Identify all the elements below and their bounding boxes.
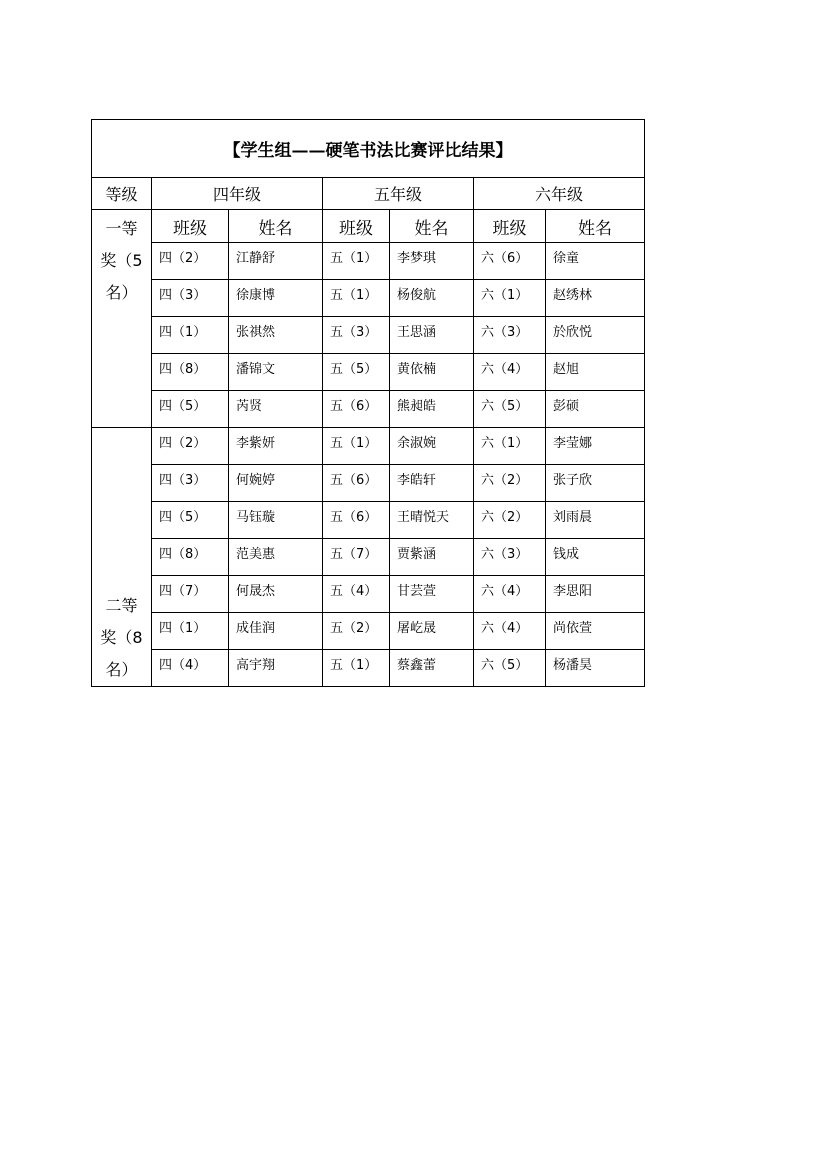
table-row [92, 465, 645, 502]
level-text: 一等 [105, 219, 138, 238]
class-cell: 四（4） [152, 650, 229, 687]
student-name-cell: 李思阳 [546, 576, 645, 613]
class-cell: 四（3） [152, 280, 229, 317]
student-name-cell: 李梦琪 [390, 243, 474, 280]
class-cell: 四（3） [152, 465, 229, 502]
student-name-cell: 李莹娜 [546, 428, 645, 465]
student-name-cell: 王晴悦天 [390, 502, 474, 539]
table-title: 【学生组——硬笔书法比赛评比结果】 [92, 120, 645, 178]
table-row [92, 243, 645, 280]
student-name-cell: 马钰璇 [229, 502, 323, 539]
student-name-cell: 余淑婉 [390, 428, 474, 465]
class-cell: 四（2） [152, 243, 229, 280]
class-cell: 五（6） [323, 465, 390, 502]
class-cell: 四（8） [152, 354, 229, 391]
class-cell: 六（1） [474, 280, 546, 317]
table-row [92, 428, 645, 465]
class-cell: 四（1） [152, 613, 229, 650]
results-table [91, 119, 645, 687]
table-row [92, 613, 645, 650]
student-name-cell: 成佳润 [229, 613, 323, 650]
table-row [92, 502, 645, 539]
student-name-cell: 刘雨晨 [546, 502, 645, 539]
class-cell: 六（3） [474, 539, 546, 576]
class-cell: 五（2） [323, 613, 390, 650]
table-row [92, 539, 645, 576]
student-name-cell: 江静舒 [229, 243, 323, 280]
grade-6-header: 六年级 [474, 178, 645, 210]
student-name-cell: 徐童 [546, 243, 645, 280]
table-row [92, 317, 645, 354]
class-cell: 四（1） [152, 317, 229, 354]
class-cell: 五（5） [323, 354, 390, 391]
level-text: 奖（8 [100, 628, 143, 647]
class-cell: 四（7） [152, 576, 229, 613]
class-cell: 五（6） [323, 391, 390, 428]
column-header-row [92, 210, 645, 243]
student-name-cell: 杨俊航 [390, 280, 474, 317]
class-column-header: 班级 [323, 210, 390, 243]
level-text: 名） [105, 660, 138, 679]
student-name-cell: 王思涵 [390, 317, 474, 354]
student-name-cell: 黄依楠 [390, 354, 474, 391]
table-row [92, 280, 645, 317]
class-column-header: 班级 [474, 210, 546, 243]
grade-5-header: 五年级 [323, 178, 474, 210]
grade-header-row [92, 178, 645, 210]
student-name-cell: 张子欣 [546, 465, 645, 502]
level-header: 等级 [92, 178, 152, 210]
class-cell: 六（1） [474, 428, 546, 465]
name-column-header: 姓名 [229, 210, 323, 243]
student-name-cell: 何婉婷 [229, 465, 323, 502]
level-second-prize [92, 428, 152, 687]
table-row [92, 354, 645, 391]
level-text: 名） [105, 283, 138, 302]
student-name-cell: 贾紫涵 [390, 539, 474, 576]
student-name-cell: 熊昶皓 [390, 391, 474, 428]
class-cell: 六（4） [474, 613, 546, 650]
level-text: 奖（5 [100, 251, 143, 270]
student-name-cell: 彭硕 [546, 391, 645, 428]
class-cell: 六（5） [474, 391, 546, 428]
class-cell: 五（1） [323, 280, 390, 317]
student-name-cell: 杨潘昊 [546, 650, 645, 687]
class-cell: 五（1） [323, 428, 390, 465]
student-name-cell: 蔡鑫蕾 [390, 650, 474, 687]
class-cell: 六（4） [474, 576, 546, 613]
student-name-cell: 甘芸萱 [390, 576, 474, 613]
class-cell: 五（6） [323, 502, 390, 539]
class-cell: 四（5） [152, 391, 229, 428]
class-cell: 六（6） [474, 243, 546, 280]
class-column-header: 班级 [152, 210, 229, 243]
student-name-cell: 於欣悦 [546, 317, 645, 354]
level-text: 二等 [105, 596, 138, 615]
name-column-header: 姓名 [546, 210, 645, 243]
student-name-cell: 屠屹晟 [390, 613, 474, 650]
class-cell: 六（3） [474, 317, 546, 354]
class-cell: 五（7） [323, 539, 390, 576]
grade-4-header: 四年级 [152, 178, 323, 210]
class-cell: 六（2） [474, 465, 546, 502]
table-row [92, 391, 645, 428]
student-name-cell: 赵旭 [546, 354, 645, 391]
class-cell: 五（1） [323, 243, 390, 280]
student-name-cell: 尚依萱 [546, 613, 645, 650]
student-name-cell: 钱成 [546, 539, 645, 576]
student-name-cell: 范美惠 [229, 539, 323, 576]
student-name-cell: 芮贤 [229, 391, 323, 428]
table-row [92, 576, 645, 613]
class-cell: 六（4） [474, 354, 546, 391]
class-cell: 四（2） [152, 428, 229, 465]
student-name-cell: 李皓轩 [390, 465, 474, 502]
student-name-cell: 赵绣林 [546, 280, 645, 317]
title-row [92, 120, 645, 178]
table-row [92, 650, 645, 687]
class-cell: 四（8） [152, 539, 229, 576]
class-cell: 五（1） [323, 650, 390, 687]
class-cell: 六（5） [474, 650, 546, 687]
level-first-prize [92, 210, 152, 428]
student-name-cell: 何晟杰 [229, 576, 323, 613]
student-name-cell: 张祺然 [229, 317, 323, 354]
class-cell: 五（3） [323, 317, 390, 354]
class-cell: 五（4） [323, 576, 390, 613]
student-name-cell: 李紫妍 [229, 428, 323, 465]
name-column-header: 姓名 [390, 210, 474, 243]
class-cell: 六（2） [474, 502, 546, 539]
class-cell: 四（5） [152, 502, 229, 539]
student-name-cell: 高宇翔 [229, 650, 323, 687]
student-name-cell: 潘锦文 [229, 354, 323, 391]
student-name-cell: 徐康博 [229, 280, 323, 317]
